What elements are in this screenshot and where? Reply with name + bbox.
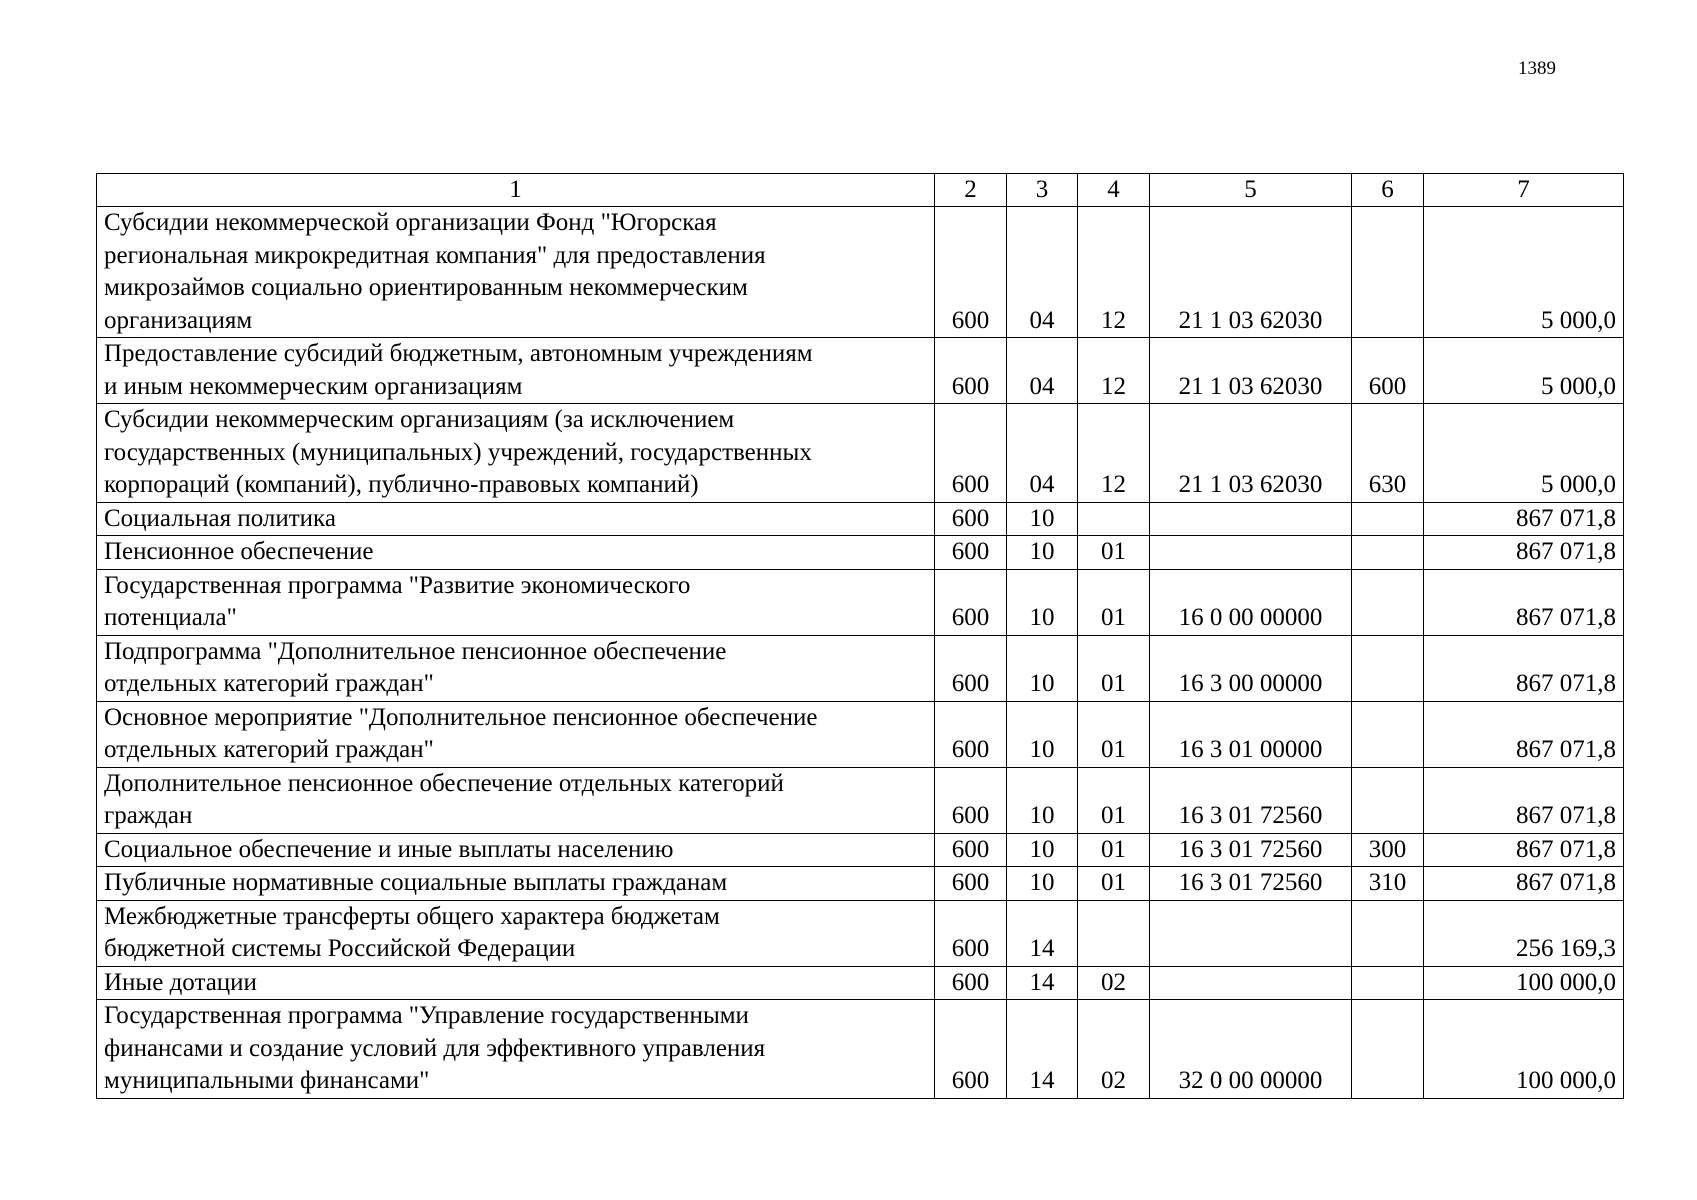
expense-type-cell (1352, 635, 1424, 701)
ved-code-cell: 600 (935, 207, 1007, 338)
target-article-cell: 16 3 00 00000 (1150, 635, 1352, 701)
target-article-cell: 16 3 01 72560 (1150, 833, 1352, 867)
table-row (97, 900, 1624, 966)
expense-type-cell: 630 (1352, 404, 1424, 503)
row-name-line: региональная микрокредитная компания" для предоставления (104, 241, 766, 269)
target-article-cell: 16 3 01 00000 (1150, 701, 1352, 767)
row-name-line: Субсидии некоммерческой организации Фонд "Югорская (104, 209, 717, 236)
table-row (97, 404, 1624, 503)
row-name-cell (97, 833, 935, 867)
row-name-line: Субсидии некоммерческим организациям (за исключением (104, 406, 735, 433)
expense-type-cell (1352, 536, 1424, 570)
subsection-code-cell: 12 (1078, 404, 1150, 503)
row-name-line: Государственная программа "Управление государственными (104, 1002, 749, 1029)
column-header-7: 7 (1424, 174, 1624, 207)
row-name-cell (97, 1000, 935, 1099)
target-article-cell (1150, 900, 1352, 966)
subsection-code-cell: 01 (1078, 536, 1150, 570)
amount-cell: 100 000,0 (1424, 1000, 1624, 1099)
amount-cell: 5 000,0 (1424, 338, 1624, 404)
row-name-line: Иные дотации (104, 968, 257, 996)
subsection-code-cell: 01 (1078, 833, 1150, 867)
ved-code-cell: 600 (935, 338, 1007, 404)
column-header-4: 4 (1078, 174, 1150, 207)
subsection-code-cell: 01 (1078, 635, 1150, 701)
expense-type-cell (1352, 767, 1424, 833)
table-row (97, 966, 1624, 1000)
section-code-cell: 14 (1007, 1000, 1078, 1099)
subsection-code-cell: 12 (1078, 338, 1150, 404)
table-row (97, 635, 1624, 701)
row-name-line: Публичные нормативные социальные выплаты гражданам (104, 869, 728, 896)
amount-cell: 867 071,8 (1424, 635, 1624, 701)
row-name-cell (97, 701, 935, 767)
column-header-3: 3 (1007, 174, 1078, 207)
expense-type-cell: 600 (1352, 338, 1424, 404)
subsection-code-cell: 12 (1078, 207, 1150, 338)
target-article-cell: 16 3 01 72560 (1150, 767, 1352, 833)
section-code-cell: 10 (1007, 867, 1078, 901)
subsection-code-cell: 02 (1078, 966, 1150, 1000)
section-code-cell: 04 (1007, 338, 1078, 404)
expense-type-cell: 310 (1352, 867, 1424, 901)
ved-code-cell: 600 (935, 1000, 1007, 1099)
target-article-cell: 16 0 00 00000 (1150, 569, 1352, 635)
row-name-cell (97, 867, 935, 901)
row-name-line: граждан (104, 802, 193, 829)
subsection-code-cell: 01 (1078, 767, 1150, 833)
table-body (97, 174, 1624, 1099)
table-row (97, 536, 1624, 570)
row-name-line: и иным некоммерческим организациям (104, 372, 523, 400)
target-article-cell (1150, 502, 1352, 536)
target-article-cell (1150, 966, 1352, 1000)
row-name-line: муниципальными финансами" (104, 1067, 430, 1094)
row-name-cell (97, 635, 935, 701)
row-name-line: Социальное обеспечение и иные выплаты населению (104, 835, 674, 863)
expense-type-cell (1352, 900, 1424, 966)
ved-code-cell: 600 (935, 569, 1007, 635)
amount-cell: 256 169,3 (1424, 900, 1624, 966)
row-name-line: Предоставление субсидий бюджетным, автономным учреждениям (104, 340, 813, 367)
subsection-code-cell: 01 (1078, 701, 1150, 767)
row-name-line: микрозаймов социально ориентированным некоммерческим (104, 274, 748, 301)
section-code-cell: 10 (1007, 635, 1078, 701)
amount-cell: 867 071,8 (1424, 867, 1624, 901)
column-header-1: 1 (97, 174, 935, 207)
amount-cell: 867 071,8 (1424, 701, 1624, 767)
ved-code-cell: 600 (935, 900, 1007, 966)
ved-code-cell: 600 (935, 966, 1007, 1000)
section-code-cell: 10 (1007, 833, 1078, 867)
table-row (97, 767, 1624, 833)
row-name-cell (97, 767, 935, 833)
section-code-cell: 14 (1007, 966, 1078, 1000)
row-name-line: отдельных категорий граждан" (104, 670, 434, 697)
amount-cell: 867 071,8 (1424, 536, 1624, 570)
row-name-line: государственных (муниципальных) учреждений, государственных (104, 438, 812, 466)
expense-type-cell (1352, 701, 1424, 767)
expense-type-cell (1352, 966, 1424, 1000)
amount-cell: 867 071,8 (1424, 767, 1624, 833)
row-name-line: организациям (104, 306, 253, 334)
table-row (97, 207, 1624, 338)
subsection-code-cell (1078, 502, 1150, 536)
row-name-cell (97, 569, 935, 635)
row-name-cell (97, 900, 935, 966)
expense-type-cell (1352, 502, 1424, 536)
ved-code-cell: 600 (935, 701, 1007, 767)
amount-cell: 867 071,8 (1424, 502, 1624, 536)
row-name-cell (97, 338, 935, 404)
ved-code-cell: 600 (935, 867, 1007, 901)
ved-code-cell: 600 (935, 833, 1007, 867)
row-name-cell (97, 966, 935, 1000)
ved-code-cell: 600 (935, 767, 1007, 833)
column-header-2: 2 (935, 174, 1007, 207)
row-name-line: отдельных категорий граждан" (104, 736, 434, 763)
row-name-line: Дополнительное пенсионное обеспечение отдельных категорий (104, 769, 784, 797)
table-row (97, 569, 1624, 635)
table-row (97, 502, 1624, 536)
row-name-line: Подпрограмма "Дополнительное пенсионное обеспечение (104, 637, 727, 665)
section-code-cell: 14 (1007, 900, 1078, 966)
column-header-5: 5 (1150, 174, 1352, 207)
row-name-line: Основное мероприятие "Дополнительное пенсионное обеспечение (104, 703, 818, 731)
target-article-cell: 21 1 03 62030 (1150, 338, 1352, 404)
subsection-code-cell: 01 (1078, 569, 1150, 635)
section-code-cell: 10 (1007, 569, 1078, 635)
target-article-cell: 21 1 03 62030 (1150, 404, 1352, 503)
column-header-6: 6 (1352, 174, 1424, 207)
target-article-cell: 21 1 03 62030 (1150, 207, 1352, 338)
row-name-line: корпораций (компаний), публично-правовых компаний) (104, 471, 699, 498)
subsection-code-cell: 01 (1078, 867, 1150, 901)
table-row (97, 338, 1624, 404)
section-code-cell: 10 (1007, 767, 1078, 833)
table-row (97, 1000, 1624, 1099)
table-row (97, 867, 1624, 901)
table-header-row (97, 174, 1624, 207)
subsection-code-cell (1078, 900, 1150, 966)
section-code-cell: 04 (1007, 404, 1078, 503)
section-code-cell: 04 (1007, 207, 1078, 338)
ved-code-cell: 600 (935, 635, 1007, 701)
expense-type-cell (1352, 1000, 1424, 1099)
ved-code-cell: 600 (935, 502, 1007, 536)
row-name-line: финансами и создание условий для эффективного управления (104, 1034, 766, 1062)
section-code-cell: 10 (1007, 701, 1078, 767)
amount-cell: 100 000,0 (1424, 966, 1624, 1000)
row-name-cell (97, 404, 935, 503)
row-name-line: Пенсионное обеспечение (104, 538, 374, 565)
amount-cell: 5 000,0 (1424, 207, 1624, 338)
row-name-cell (97, 536, 935, 570)
table-row (97, 833, 1624, 867)
row-name-line: потенциала" (104, 604, 237, 631)
page-number: 1389 (1518, 58, 1556, 79)
expense-type-cell (1352, 207, 1424, 338)
target-article-cell: 32 0 00 00000 (1150, 1000, 1352, 1099)
ved-code-cell: 600 (935, 536, 1007, 570)
row-name-line: бюджетной системы Российской Федерации (104, 935, 576, 962)
target-article-cell: 16 3 01 72560 (1150, 867, 1352, 901)
row-name-cell (97, 207, 935, 338)
row-name-cell (97, 502, 935, 536)
subsection-code-cell: 02 (1078, 1000, 1150, 1099)
target-article-cell (1150, 536, 1352, 570)
row-name-line: Социальная политика (104, 504, 336, 532)
section-code-cell: 10 (1007, 502, 1078, 536)
expense-type-cell: 300 (1352, 833, 1424, 867)
budget-table (96, 173, 1624, 1099)
row-name-line: Межбюджетные трансферты общего характера бюджетам (104, 902, 720, 930)
row-name-line: Государственная программа "Развитие экономического (104, 571, 691, 599)
amount-cell: 867 071,8 (1424, 569, 1624, 635)
amount-cell: 867 071,8 (1424, 833, 1624, 867)
ved-code-cell: 600 (935, 404, 1007, 503)
section-code-cell: 10 (1007, 536, 1078, 570)
table-row (97, 701, 1624, 767)
amount-cell: 5 000,0 (1424, 404, 1624, 503)
expense-type-cell (1352, 569, 1424, 635)
